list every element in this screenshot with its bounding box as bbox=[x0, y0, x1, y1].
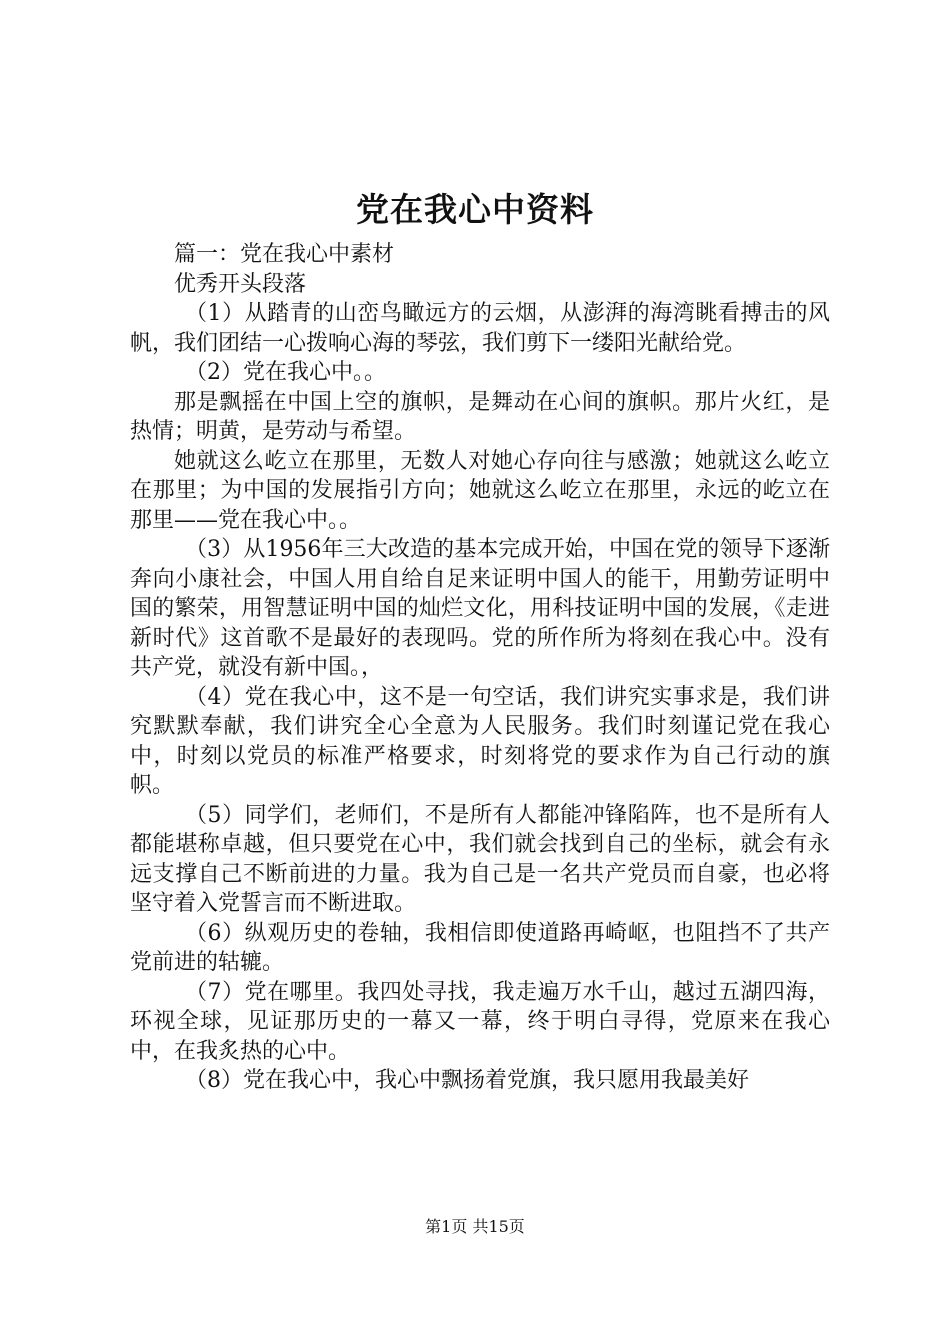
paragraph-6: （4）党在我心中，这不是一句空话，我们讲究实事求是，我们讲究默默奉献，我们讲究全心全意为人民服务。我们时刻谨记党在我心中，时刻以党员的标准严格要求，时刻将党的要求作为自己行动的旗帜。 bbox=[130, 684, 830, 798]
paragraph-4: 她就这么屹立在那里，无数人对她心存向往与感激；她就这么屹立在那里；为中国的发展指引方向；她就这么屹立在那里，永远的屹立在那里——党在我心中。。 bbox=[130, 448, 830, 533]
page-number-footer: 第1页 共15页 bbox=[425, 1217, 525, 1236]
page-title: 党在我心中资料 bbox=[356, 190, 594, 229]
section-subheading: 优秀开头段落 bbox=[174, 271, 307, 297]
paragraph-2: （2）党在我心中。。 bbox=[185, 360, 386, 385]
section-heading: 篇一：党在我心中素材 bbox=[174, 242, 395, 267]
paragraph-10: （8）党在我心中，我心中飘扬着党旗，我只愿用我最美好 bbox=[185, 1068, 749, 1093]
paragraph-8: （6）纵观历史的卷轴，我相信即使道路再崎岖，也阻挡不了共产党前进的轱辘。 bbox=[130, 920, 830, 975]
paragraph-7: （5）同学们，老师们，不是所有人都能冲锋陷阵，也不是所有人都能堪称卓越，但只要党在心中，我们就会找到自己的坐标，就会有永远支撑自己不断前进的力量。我为自己是一名共产党员而自豪，也必将坚守着入党誓言而不断进取。 bbox=[130, 802, 830, 916]
paragraph-9: （7）党在哪里。我四处寻找，我走遍万水千山，越过五湖四海，环视全球，见证那历史的一幕又一幕，终于明白寻得，党原来在我心中，在我炙热的心中。 bbox=[130, 979, 830, 1064]
paragraph-1: （1）从踏青的山峦鸟瞰远方的云烟，从澎湃的海湾眺看搏击的风帆，我们团结一心拨响心海的琴弦，我们剪下一缕阳光献给党。 bbox=[130, 301, 830, 356]
paragraph-5: （3）从1956年三大改造的基本完成开始，中国在党的领导下逐渐奔向小康社会，中国人用自给自足来证明中国人的能干，用勤劳证明中国的繁荣，用智慧证明中国的灿烂文化，用科技证明中国的发展，《走进新时代》这首歌不是最好的表现吗。党的所作所为将刻在我心中。没有共产党，就没有新中国。， bbox=[130, 537, 830, 680]
paragraph-3: 那是飘摇在中国上空的旗帜，是舞动在心间的旗帜。那片火红，是热情；明黄，是劳动与希望。 bbox=[130, 389, 830, 444]
document-body bbox=[130, 240, 830, 1096]
